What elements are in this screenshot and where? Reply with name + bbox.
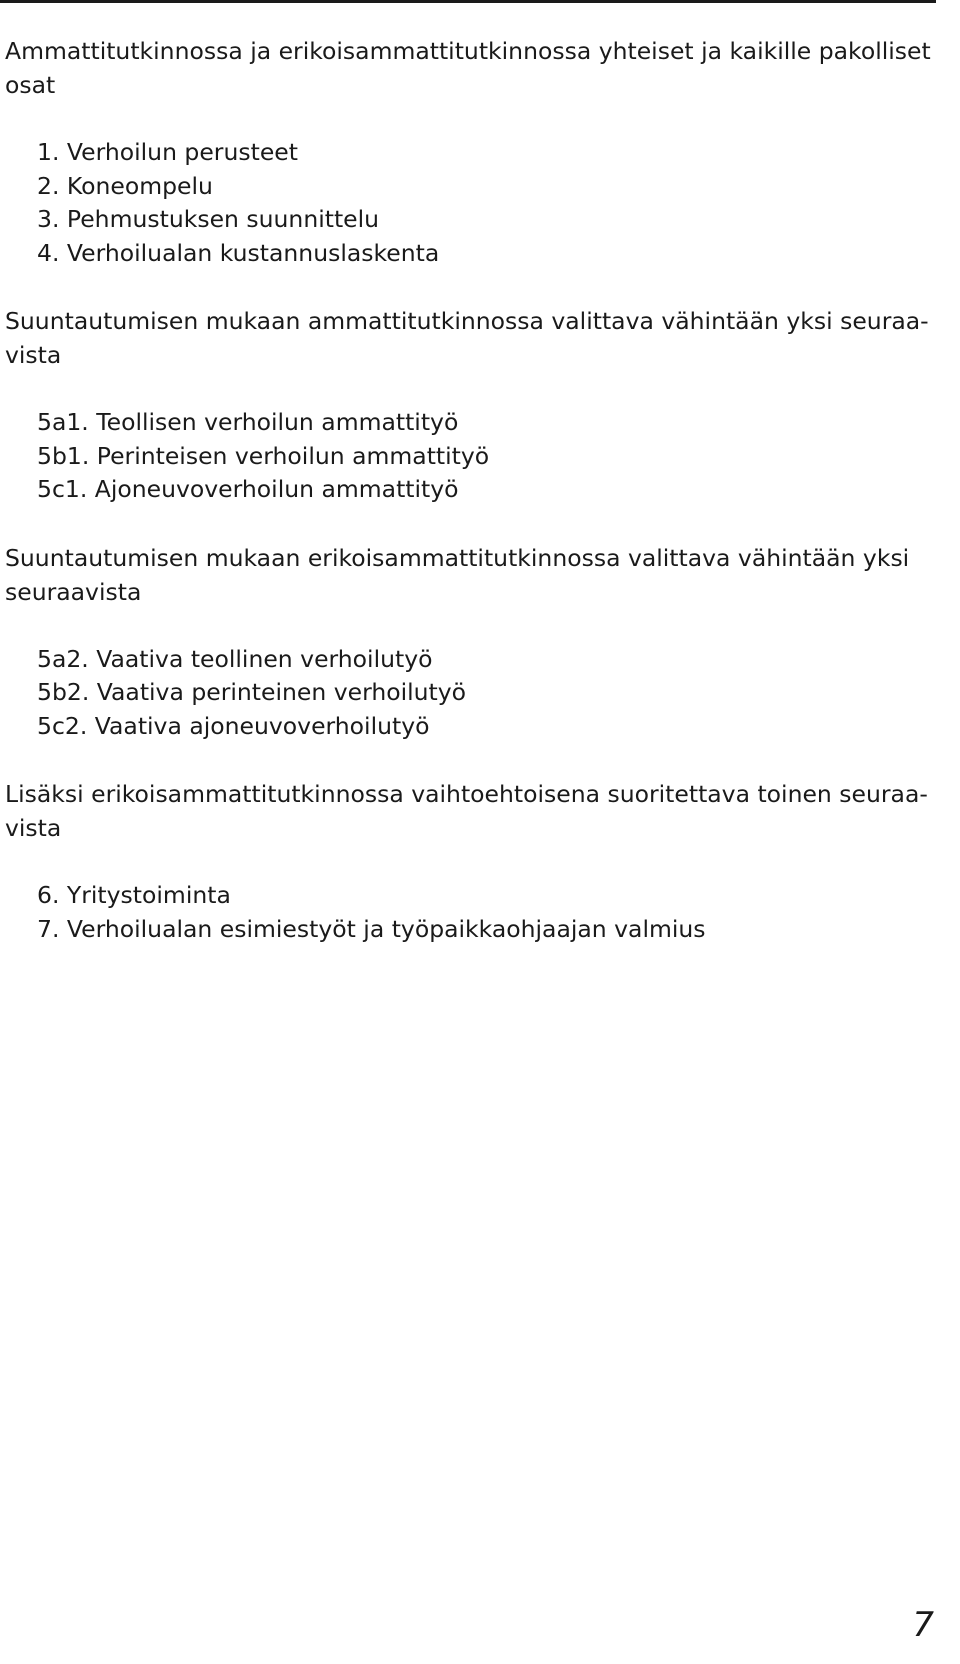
page-number: 7 xyxy=(912,1605,934,1645)
top-rule xyxy=(0,0,936,3)
list-specialist-options xyxy=(5,643,935,744)
section-heading-additional: Lisäksi erikoisammattitutkinnossa vaihtoehtoisena suoritettava toinen seuraa-vista xyxy=(5,780,928,842)
list-item: 5c2. Vaativa ajoneuvoverhoilutyö xyxy=(37,711,430,740)
list-item: 4. Verhoilualan kustannuslaskenta xyxy=(37,238,440,267)
section-heading-common: Ammattitutkinnossa ja erikoisammattitutkinnossa yhteiset ja kaikille pakolliset osat xyxy=(5,37,931,99)
list-item: 5c1. Ajoneuvoverhoilun ammattityö xyxy=(37,475,459,503)
list-item: 5a2. Vaativa teollinen verhoilutyö xyxy=(37,644,433,673)
list-item: 5b1. Perinteisen verhoilun ammattityö xyxy=(37,441,490,470)
list-item: 1. Verhoilun perusteet xyxy=(37,138,298,166)
list-item: 2. Koneompelu xyxy=(37,171,213,200)
list-item: 3. Pehmustuksen suunnittelu xyxy=(37,205,380,233)
section-heading-specialist: Suuntautumisen mukaan erikoisammattitutkinnossa valittava vähintään yksi seuraavista xyxy=(5,543,910,606)
list-item: 6. Yritystoiminta xyxy=(37,881,231,909)
list-item: 5b2. Vaativa perinteinen verhoilutyö xyxy=(37,678,467,706)
list-item: 5a1. Teollisen verhoilun ammattityö xyxy=(37,408,459,436)
section-heading-vocational: Suuntautumisen mukaan ammattitutkinnossa valittava vähintään yksi seuraa-vista xyxy=(5,307,929,369)
document-body xyxy=(5,34,935,980)
list-additional-options xyxy=(5,879,935,946)
list-item: 7. Verhoilualan esimiestyöt ja työpaikkaohjaajan valmius xyxy=(37,914,706,943)
list-common-parts xyxy=(5,136,935,270)
list-vocational-options xyxy=(5,406,935,507)
